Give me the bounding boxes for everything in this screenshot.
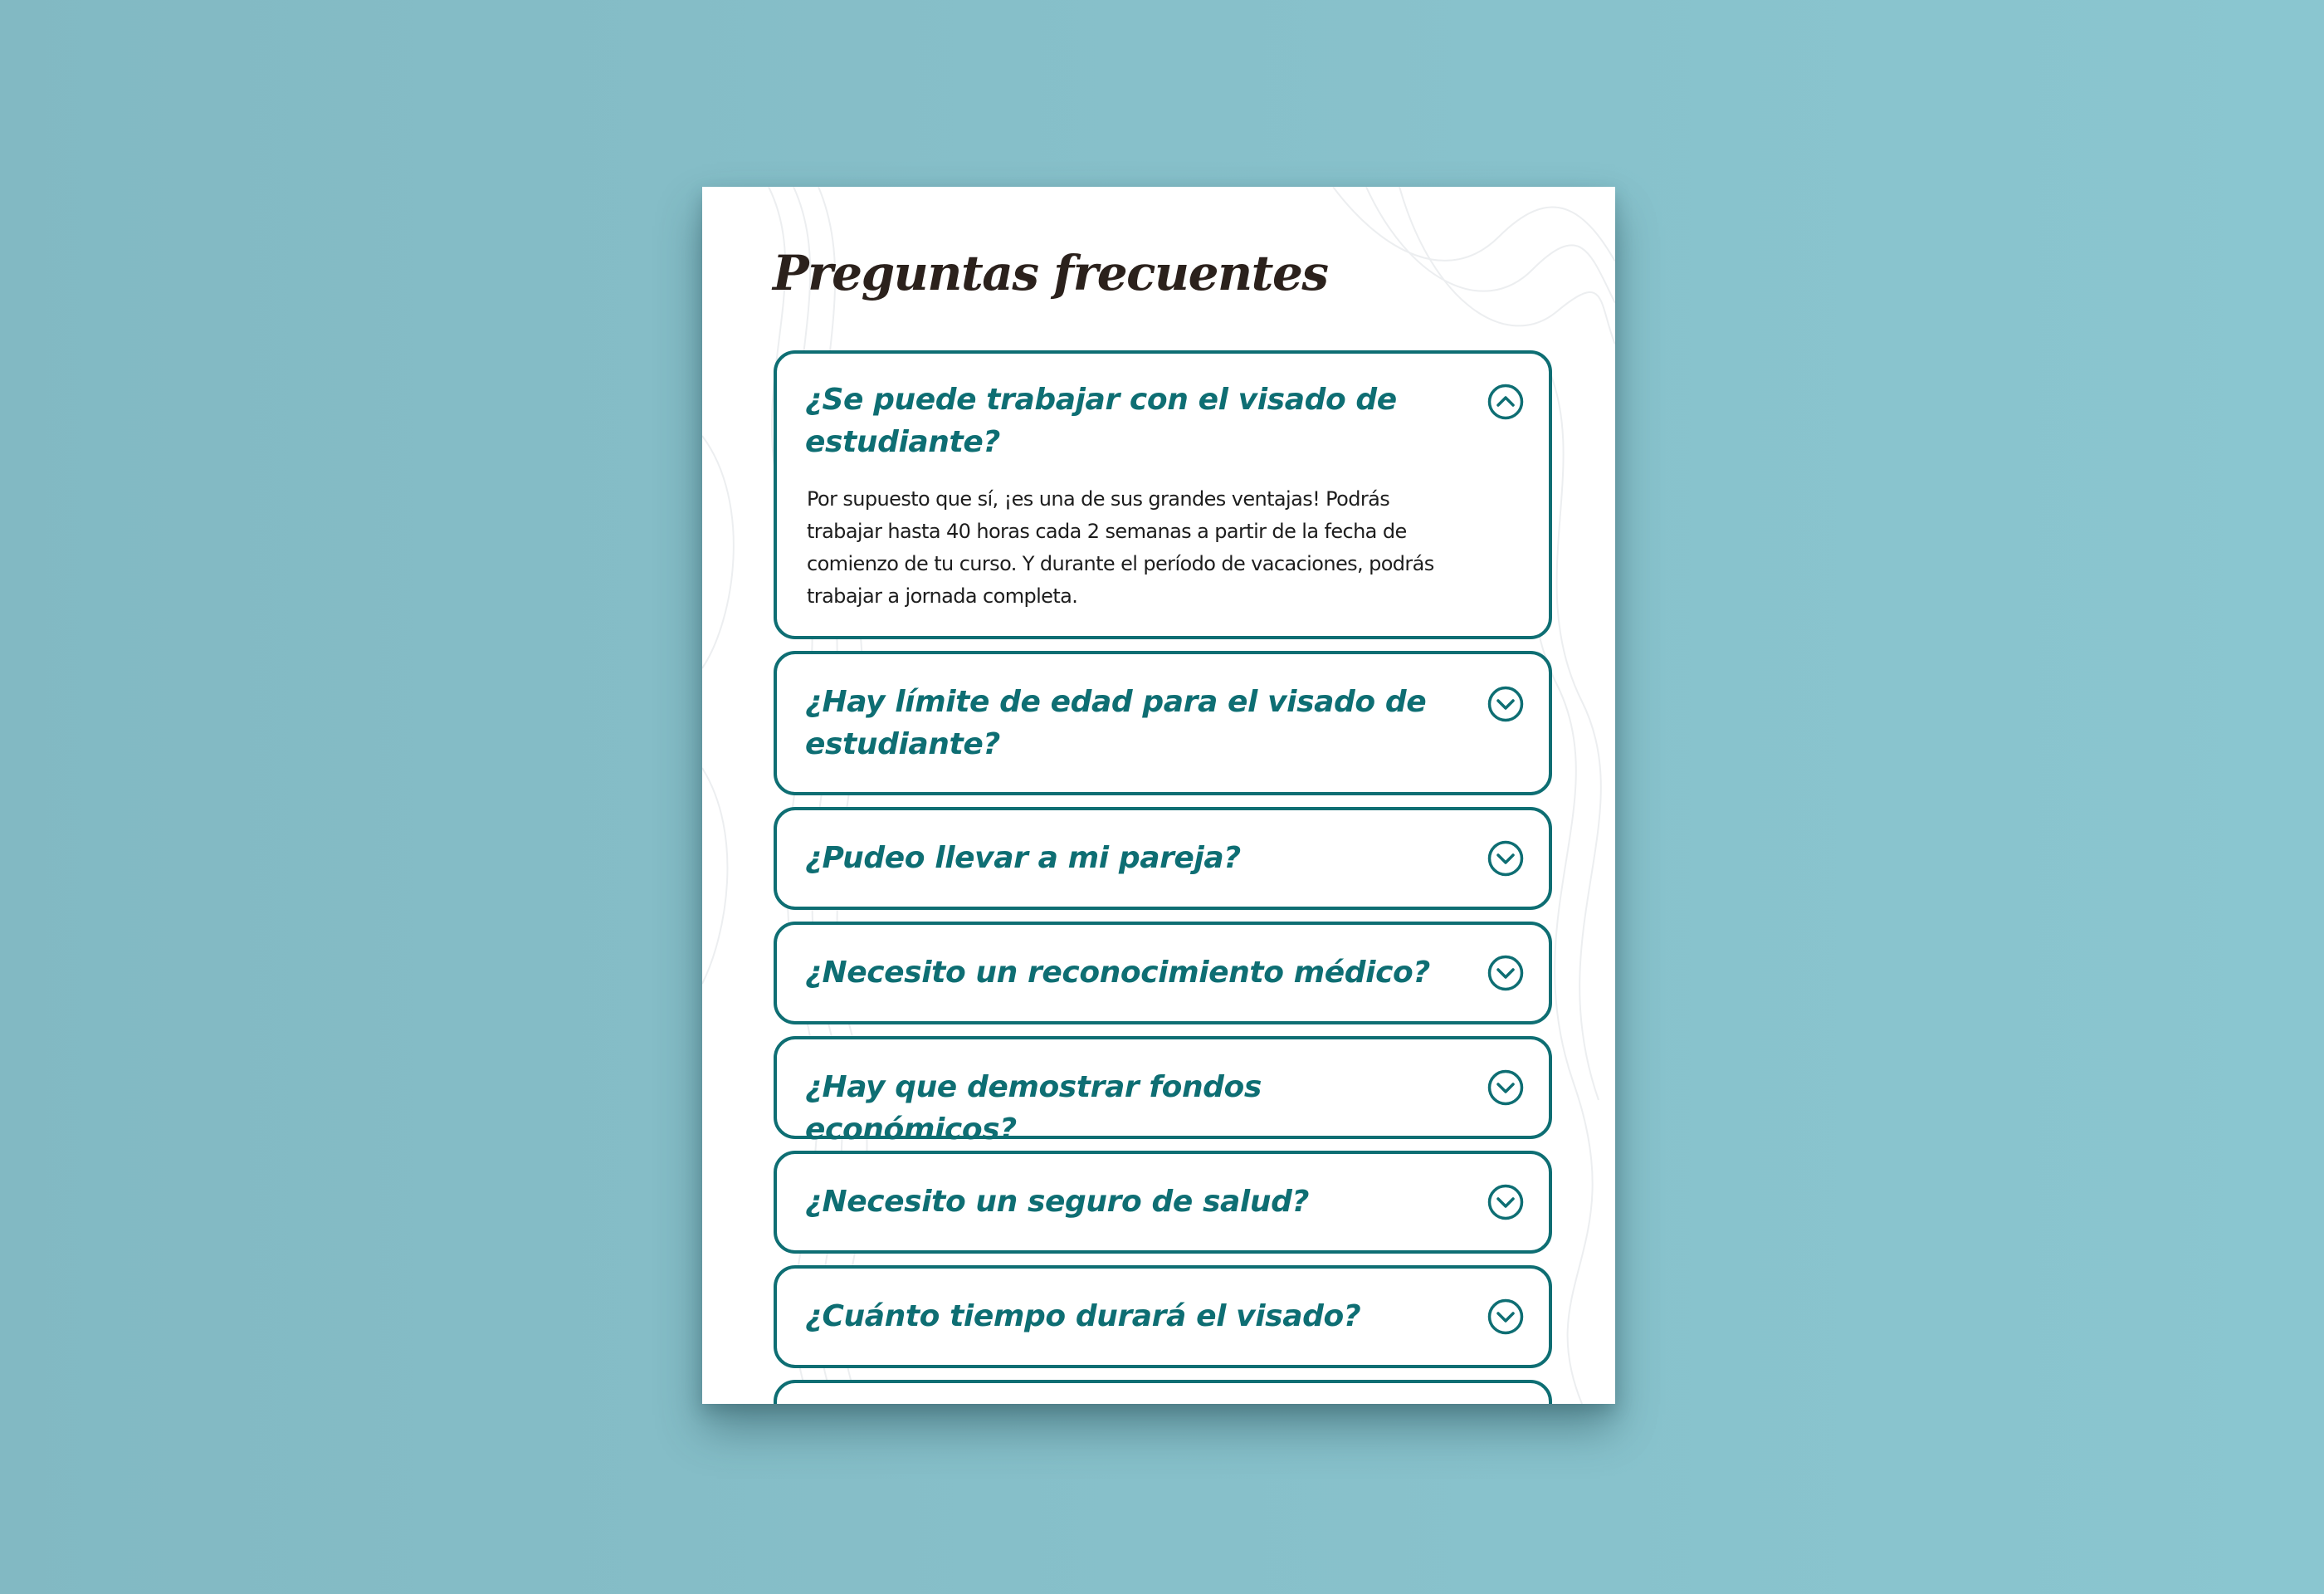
faq-question[interactable]: ¿Hay que demostrar fondos económicos?: [805, 1070, 1262, 1147]
faq-item[interactable]: [774, 922, 1552, 1024]
chevron-down-icon[interactable]: [1487, 1069, 1524, 1106]
faq-question[interactable]: ¿Pudeo llevar a mi pareja?: [805, 841, 1241, 875]
faq-question[interactable]: ¿Necesito un reconocimiento médico?: [805, 956, 1430, 990]
faq-item[interactable]: [774, 1151, 1552, 1254]
chevron-up-icon[interactable]: [1487, 384, 1524, 420]
chevron-down-icon[interactable]: [1487, 955, 1524, 991]
faq-item[interactable]: [774, 651, 1552, 795]
faq-question[interactable]: ¿Cuánto tiempo durará el visado?: [805, 1299, 1361, 1333]
faq-question[interactable]: ¿Se puede trabajar con el visado de estudiante?: [805, 383, 1397, 459]
faq-item[interactable]: [774, 350, 1552, 639]
faq-question[interactable]: ¿Necesito un seguro de salud?: [805, 1185, 1309, 1219]
chevron-down-icon[interactable]: [1487, 1184, 1524, 1220]
faq-item-partial[interactable]: [774, 1380, 1552, 1404]
faq-card: [702, 187, 1615, 1404]
faq-item[interactable]: [774, 807, 1552, 910]
chevron-down-icon[interactable]: [1487, 840, 1524, 877]
faq-answer: Por supuesto que sí, ¡es una de sus grandes ventajas! Podrás trabajar hasta 40 horas cada 2 semanas a partir de la fecha de comienzo de tu curso. Y durante el período de vacaciones, podrás trabajar a jornada completa.: [807, 487, 1434, 608]
faq-item[interactable]: [774, 1036, 1552, 1147]
chevron-down-icon[interactable]: [1487, 1298, 1524, 1335]
faq-list: [774, 350, 1552, 1404]
faq-question[interactable]: ¿Hay límite de edad para el visado de estudiante?: [805, 685, 1427, 761]
chevron-down-icon[interactable]: [1487, 686, 1524, 722]
page-title: Preguntas frecuentes: [773, 245, 1328, 301]
faq-item[interactable]: [774, 1265, 1552, 1368]
